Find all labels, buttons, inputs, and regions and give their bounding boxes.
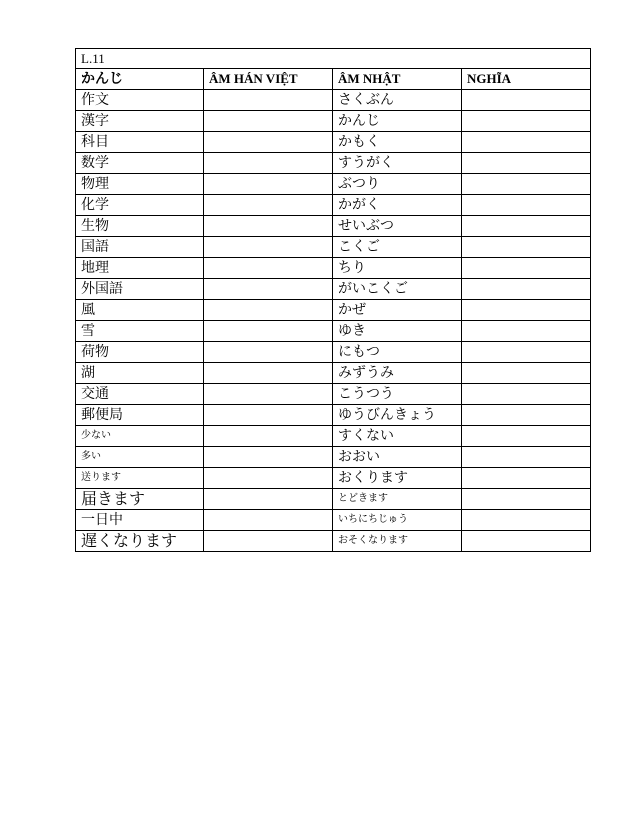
table-row — [76, 237, 591, 258]
header-meaning: NGHĨA — [462, 69, 591, 90]
han-viet-cell — [204, 489, 333, 510]
header-reading: ÂM NHẬT — [333, 69, 462, 90]
table-row — [76, 447, 591, 468]
meaning-cell — [462, 237, 591, 258]
reading-cell: にもつ — [333, 342, 462, 363]
han-viet-cell — [204, 258, 333, 279]
table-row — [76, 405, 591, 426]
table-row — [76, 321, 591, 342]
table-row — [76, 342, 591, 363]
reading-cell: せいぶつ — [333, 216, 462, 237]
meaning-cell — [462, 510, 591, 531]
meaning-cell — [462, 531, 591, 552]
table-row — [76, 363, 591, 384]
han-viet-cell — [204, 510, 333, 531]
kanji-cell: 届きます — [76, 489, 204, 510]
han-viet-cell — [204, 342, 333, 363]
han-viet-cell — [204, 216, 333, 237]
kanji-cell: 数学 — [76, 153, 204, 174]
kanji-cell: 湖 — [76, 363, 204, 384]
reading-cell: とどきます — [333, 489, 462, 510]
meaning-cell — [462, 153, 591, 174]
table-row — [76, 426, 591, 447]
table-row — [76, 216, 591, 237]
meaning-cell — [462, 300, 591, 321]
reading-cell: みずうみ — [333, 363, 462, 384]
meaning-cell — [462, 384, 591, 405]
han-viet-cell — [204, 426, 333, 447]
han-viet-cell — [204, 132, 333, 153]
reading-cell: ちり — [333, 258, 462, 279]
meaning-cell — [462, 342, 591, 363]
han-viet-cell — [204, 384, 333, 405]
meaning-cell — [462, 90, 591, 111]
han-viet-cell — [204, 447, 333, 468]
meaning-cell — [462, 321, 591, 342]
reading-cell: ゆうびんきょう — [333, 405, 462, 426]
header-kanji: かんじ — [76, 69, 204, 90]
vocabulary-table-body — [76, 49, 591, 552]
reading-cell: こくご — [333, 237, 462, 258]
meaning-cell — [462, 489, 591, 510]
reading-cell: かがく — [333, 195, 462, 216]
meaning-cell — [462, 405, 591, 426]
vocabulary-table — [75, 48, 591, 552]
reading-cell: おおい — [333, 447, 462, 468]
table-row — [76, 384, 591, 405]
kanji-cell: 化学 — [76, 195, 204, 216]
table-row — [76, 300, 591, 321]
reading-cell: ゆき — [333, 321, 462, 342]
han-viet-cell — [204, 237, 333, 258]
kanji-cell: 生物 — [76, 216, 204, 237]
han-viet-cell — [204, 195, 333, 216]
reading-cell: おそくなります — [333, 531, 462, 552]
table-row — [76, 195, 591, 216]
kanji-cell: 風 — [76, 300, 204, 321]
reading-cell: かんじ — [333, 111, 462, 132]
kanji-cell: 漢字 — [76, 111, 204, 132]
table-row — [76, 174, 591, 195]
lesson-row — [76, 49, 591, 69]
meaning-cell — [462, 468, 591, 489]
kanji-cell: 交通 — [76, 384, 204, 405]
han-viet-cell — [204, 321, 333, 342]
han-viet-cell — [204, 531, 333, 552]
reading-cell: ぶつり — [333, 174, 462, 195]
meaning-cell — [462, 132, 591, 153]
meaning-cell — [462, 174, 591, 195]
kanji-cell: 物理 — [76, 174, 204, 195]
header-han-viet: ÂM HÁN VIỆT — [204, 69, 333, 90]
meaning-cell — [462, 426, 591, 447]
reading-cell: かぜ — [333, 300, 462, 321]
meaning-cell — [462, 195, 591, 216]
kanji-cell: 国語 — [76, 237, 204, 258]
han-viet-cell — [204, 279, 333, 300]
meaning-cell — [462, 258, 591, 279]
reading-cell: がいこくご — [333, 279, 462, 300]
kanji-cell: 一日中 — [76, 510, 204, 531]
kanji-cell: 雪 — [76, 321, 204, 342]
kanji-cell: 郵便局 — [76, 405, 204, 426]
kanji-cell: 地理 — [76, 258, 204, 279]
table-row — [76, 489, 591, 510]
kanji-cell: 遅くなります — [76, 531, 204, 552]
meaning-cell — [462, 111, 591, 132]
meaning-cell — [462, 216, 591, 237]
table-row — [76, 153, 591, 174]
kanji-cell: 荷物 — [76, 342, 204, 363]
han-viet-cell — [204, 90, 333, 111]
reading-cell: いちにちじゅう — [333, 510, 462, 531]
reading-cell: すくない — [333, 426, 462, 447]
meaning-cell — [462, 447, 591, 468]
han-viet-cell — [204, 300, 333, 321]
table-row — [76, 258, 591, 279]
table-row — [76, 279, 591, 300]
han-viet-cell — [204, 468, 333, 489]
kanji-cell: 送ります — [76, 468, 204, 489]
reading-cell: こうつう — [333, 384, 462, 405]
han-viet-cell — [204, 111, 333, 132]
meaning-cell — [462, 279, 591, 300]
meaning-cell — [462, 363, 591, 384]
kanji-cell: 外国語 — [76, 279, 204, 300]
table-row — [76, 90, 591, 111]
table-row — [76, 132, 591, 153]
table-row — [76, 510, 591, 531]
reading-cell: さくぶん — [333, 90, 462, 111]
header-row — [76, 69, 591, 90]
table-row — [76, 468, 591, 489]
han-viet-cell — [204, 174, 333, 195]
kanji-cell: 多い — [76, 447, 204, 468]
han-viet-cell — [204, 153, 333, 174]
han-viet-cell — [204, 363, 333, 384]
reading-cell: おくります — [333, 468, 462, 489]
reading-cell: かもく — [333, 132, 462, 153]
table-row — [76, 531, 591, 552]
kanji-cell: 少ない — [76, 426, 204, 447]
han-viet-cell — [204, 405, 333, 426]
table-row — [76, 111, 591, 132]
reading-cell: すうがく — [333, 153, 462, 174]
kanji-cell: 科目 — [76, 132, 204, 153]
lesson-label: L.11 — [76, 49, 591, 69]
kanji-cell: 作文 — [76, 90, 204, 111]
